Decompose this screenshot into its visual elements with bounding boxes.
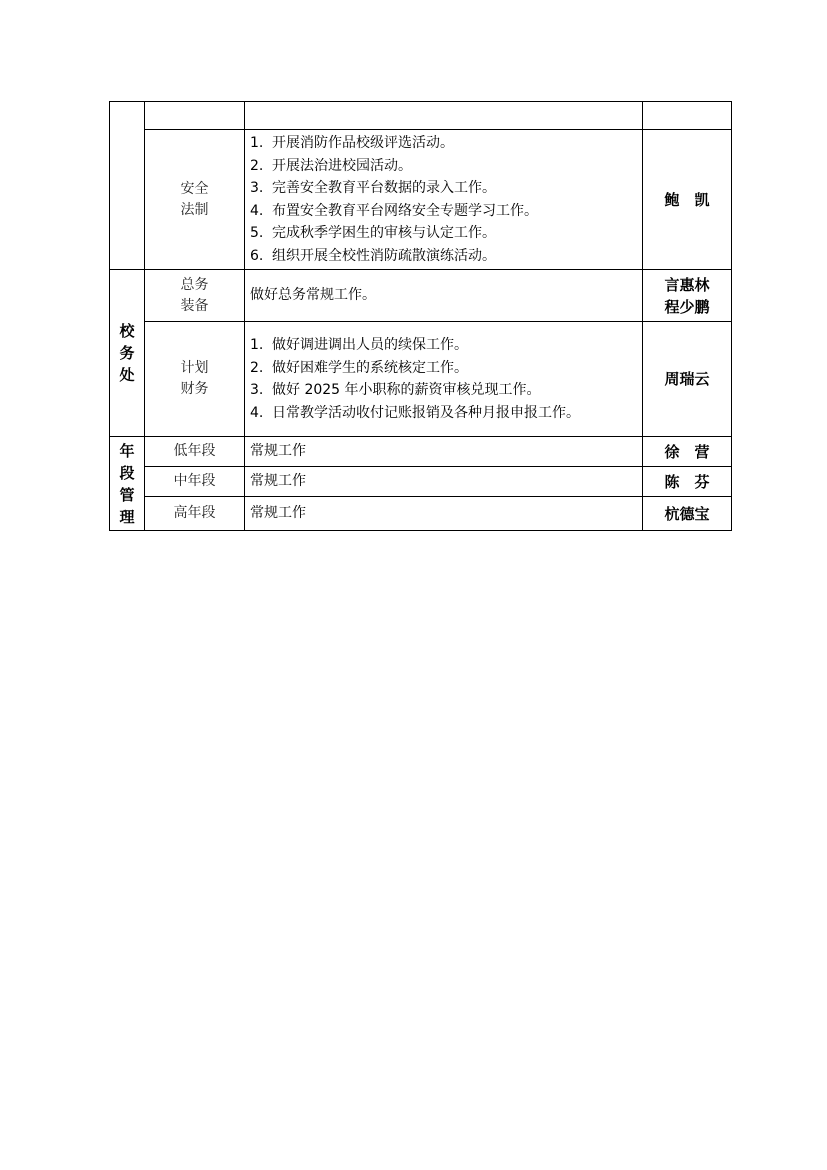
item-number: 6. <box>250 247 264 264</box>
person-mid: 陈 芬 <box>643 467 732 497</box>
item-text: 开展法治进校园活动。 <box>272 157 412 174</box>
task-list <box>250 132 642 267</box>
list-item <box>250 200 642 223</box>
list-item <box>250 155 642 178</box>
person-name: 程少鹏 <box>664 297 710 316</box>
item-text: 做好 2025 年小职称的薪资审核兑现工作。 <box>272 382 541 398</box>
item-number: 1. <box>250 337 264 353</box>
dept-char: 段 <box>119 463 135 482</box>
dept-char: 处 <box>119 366 135 384</box>
content-general: 做好总务常规工作。 <box>245 270 643 322</box>
dept-char: 年 <box>119 441 135 460</box>
item-number: 3. <box>250 180 264 196</box>
list-item <box>250 245 642 268</box>
person-finance: 周瑞云 <box>643 322 732 437</box>
sub-label-general <box>145 270 245 322</box>
sub-label-line: 装备 <box>180 297 209 314</box>
item-number: 1. <box>250 135 264 151</box>
dept-char: 理 <box>119 507 135 526</box>
sub-label-line: 安全 <box>180 180 209 197</box>
list-item <box>250 402 642 425</box>
task-list <box>250 334 642 424</box>
item-text: 完善安全教育平台数据的录入工作。 <box>272 180 496 196</box>
person-cell-empty <box>643 102 732 130</box>
person-high: 杭德宝 <box>643 497 732 531</box>
item-number: 5. <box>250 225 264 241</box>
list-item <box>250 222 642 245</box>
sub-label-mid: 中年段 <box>145 467 245 497</box>
sub-label-line: 计划 <box>180 360 209 376</box>
person-general <box>643 270 732 322</box>
content-finance <box>245 322 643 437</box>
content-high: 常规工作 <box>245 497 643 531</box>
person-safety: 鲍 凯 <box>643 130 732 270</box>
table-row-low-grade <box>110 437 732 467</box>
list-item <box>250 357 642 380</box>
dept-char: 务 <box>119 344 135 362</box>
item-number: 4. <box>250 202 264 219</box>
person-name: 言惠林 <box>664 275 710 294</box>
content-low: 常规工作 <box>245 437 643 467</box>
item-text: 开展消防作品校级评选活动。 <box>272 135 454 151</box>
sub-cell-empty <box>145 102 245 130</box>
item-number: 2. <box>250 157 264 174</box>
sub-label-line: 财务 <box>180 381 209 397</box>
item-text: 日常教学活动收付记账报销及各种月报申报工作。 <box>272 404 580 421</box>
table-row-empty-top <box>110 102 732 130</box>
sub-label-line: 总务 <box>180 276 209 293</box>
content-safety <box>245 130 643 270</box>
dept-cell-continued <box>110 102 145 270</box>
sub-label-high: 高年段 <box>145 497 245 531</box>
dept-char: 管 <box>119 485 135 504</box>
work-plan-table <box>109 101 732 531</box>
item-text: 做好调进调出人员的续保工作。 <box>272 337 468 353</box>
table-row-finance <box>110 322 732 437</box>
dept-char: 校 <box>119 322 135 340</box>
item-text: 完成秋季学困生的审核与认定工作。 <box>272 225 496 241</box>
list-item <box>250 334 642 357</box>
sub-label-safety <box>145 130 245 270</box>
content-mid: 常规工作 <box>245 467 643 497</box>
table-row-high-grade <box>110 497 732 531</box>
item-number: 2. <box>250 359 264 376</box>
list-item <box>250 177 642 200</box>
sub-label-finance <box>145 322 245 437</box>
item-number: 3. <box>250 382 264 398</box>
table-row-mid-grade <box>110 467 732 497</box>
person-low: 徐 营 <box>643 437 732 467</box>
sub-label-line: 法制 <box>180 201 209 218</box>
item-text: 组织开展全校性消防疏散演练活动。 <box>272 247 496 264</box>
item-text: 布置安全教育平台网络安全专题学习工作。 <box>272 202 538 219</box>
list-item <box>250 379 642 402</box>
sub-label-low: 低年段 <box>145 437 245 467</box>
item-number: 4. <box>250 404 264 421</box>
dept-label-xiaowu <box>110 270 145 437</box>
dept-label-nianduan <box>110 437 145 531</box>
item-text: 做好困难学生的系统核定工作。 <box>272 359 468 376</box>
content-cell-empty <box>245 102 643 130</box>
list-item <box>250 132 642 155</box>
table-row-safety <box>110 130 732 270</box>
table-row-general <box>110 270 732 322</box>
